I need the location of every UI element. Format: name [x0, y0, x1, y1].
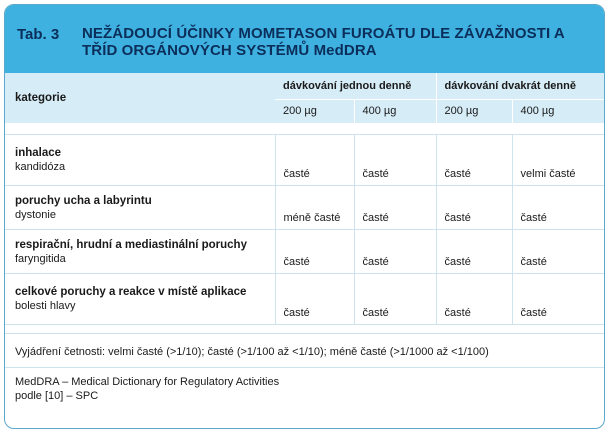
- frequency-cell: časté: [275, 230, 354, 274]
- table-number: Tab. 3: [17, 26, 60, 43]
- table-row: [5, 135, 604, 186]
- table-row: [5, 274, 604, 325]
- table-frame: [4, 4, 605, 429]
- table-title: NEŽÁDOUCÍ ÚČINKY MOMETASON FUROÁTU DLE ZÁVAŽNOSTI A TŘÍD ORGÁNOVÝCH SYSTÉMŮ MedDRA: [82, 25, 565, 59]
- frequency-cell: časté: [436, 274, 512, 325]
- frequency-cell: časté: [275, 274, 354, 325]
- category-name: poruchy ucha a labyrintu: [15, 194, 152, 207]
- frequency-cell: časté: [436, 186, 512, 230]
- footnote-divider: [5, 333, 604, 334]
- category-column-header: kategorie: [5, 73, 275, 124]
- effect-name: bolesti hlavy: [15, 300, 76, 312]
- effect-name: faryngitida: [15, 252, 66, 265]
- category-cell: [5, 274, 275, 325]
- frequency-cell: časté: [354, 274, 436, 325]
- effect-name: dystonie: [15, 208, 56, 221]
- category-name: respirační, hrudní a mediastinální poruchy: [15, 238, 247, 251]
- table-row: [5, 186, 604, 230]
- frequency-cell: časté: [436, 230, 512, 274]
- category-name: inhalace: [15, 147, 62, 159]
- frequency-cell: časté: [512, 186, 604, 230]
- group-header-once-daily: dávkování jednou denně: [275, 73, 436, 99]
- frequency-cell: časté: [354, 230, 436, 274]
- frequency-cell: časté: [354, 186, 436, 230]
- meddra-footnote: MedDRA – Medical Dictionary for Regulatory Activities: [15, 376, 280, 388]
- adverse-effects-table: [5, 73, 604, 334]
- dose-header: 200 µg: [436, 99, 512, 124]
- table-spacer-row: [5, 124, 604, 135]
- source-footnote: podle [10] – SPC: [15, 390, 99, 402]
- effect-name: kandidóza: [15, 161, 66, 173]
- dose-header: 400 µg: [354, 99, 436, 124]
- table-row: [5, 230, 604, 274]
- category-cell: [5, 135, 275, 186]
- frequency-cell: časté: [354, 135, 436, 186]
- category-cell: [5, 230, 275, 274]
- category-name: celkové poruchy a reakce v místě aplikace: [15, 286, 247, 298]
- category-cell: [5, 186, 275, 230]
- group-header-twice-daily: dávkování dvakrát denně: [436, 73, 604, 99]
- table-header-row: [5, 73, 604, 99]
- frequency-cell: časté: [512, 274, 604, 325]
- table-header-bar: [5, 5, 604, 73]
- dose-header: 200 µg: [275, 99, 354, 124]
- frequency-cell: méně časté: [275, 186, 354, 230]
- dose-header: 400 µg: [512, 99, 604, 124]
- frequency-cell: časté: [436, 135, 512, 186]
- frequency-footnote: Vyjádření četnosti: velmi časté (>1/10); časté (>1/100 až <1/10); méně časté (>1/1000 až <1/100): [15, 346, 489, 358]
- frequency-cell: časté: [512, 230, 604, 274]
- frequency-cell: velmi časté: [512, 135, 604, 186]
- frequency-cell: časté: [275, 135, 354, 186]
- footnote-divider: [5, 367, 604, 368]
